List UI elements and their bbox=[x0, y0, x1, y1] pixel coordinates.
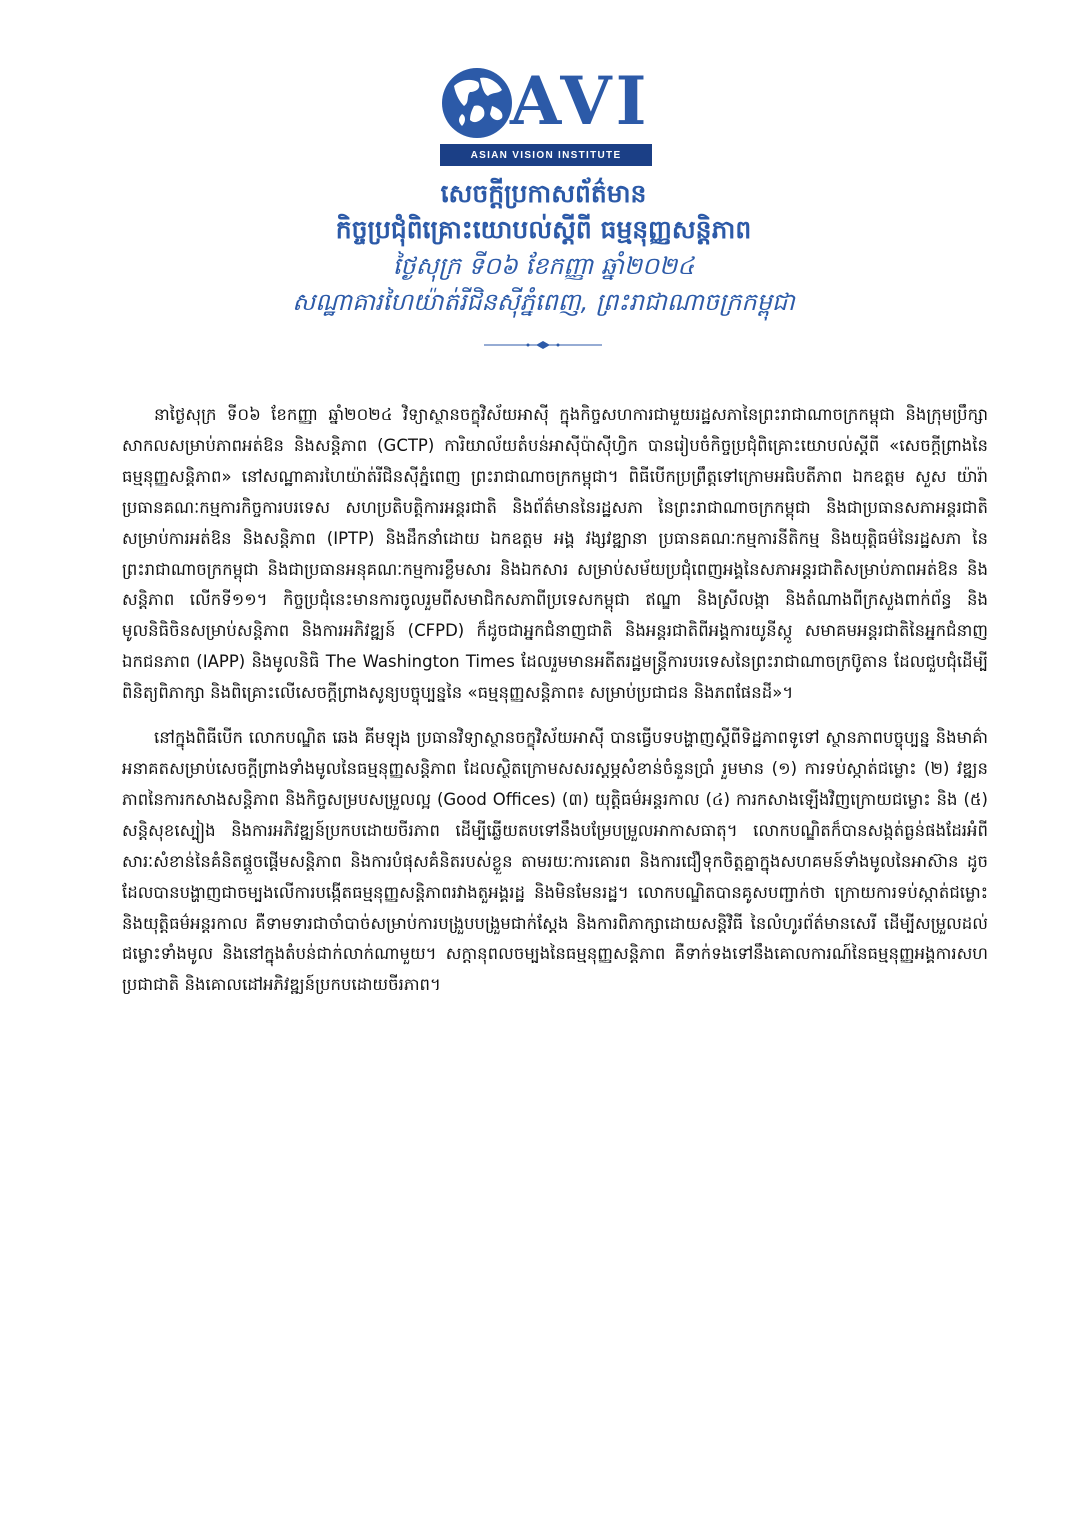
paragraph: នៅក្នុងពិធីបើក លោកបណ្ឌិត ឆេង គីមឡុង ប្រធានវិទ្យាស្ថានចក្ខុវិស័យអាស៊ី បានធ្វើបទបង្ហាញស្តីពីទិដ្ឋភាពទូទៅ ស្ថានភាពបច្ចុប្បន្ន និងមាគ៌ាអនាគតសម្រាប់សេចក្តីព្រាងទាំងមូលនៃធម្មនុញ្ញសន្តិភាព ដែលស្ថិតក្រោមសសរស្តម្ភសំខាន់ចំនួនប្រាំ រួមមាន (១) ការទប់ស្កាត់ជម្លោះ (២) វឌ្ឍនភាពនៃការកសាងសន្តិភាព និងកិច្ចសម្របសម្រួលល្អ (Good Offices) (៣) យុត្តិធម៌អន្តរកាល (៤) ការកសាងឡើងវិញក្រោយជម្លោះ និង (៥) សន្តិសុខស្បៀង និងការអភិវឌ្ឍន៍ប្រកបដោយចីរភាព ដើម្បីឆ្លើយតបទៅនឹងបម្រែបម្រួលអាកាសធាតុ។ លោកបណ្ឌិតក៏បានសង្កត់ធ្ងន់ផងដែរអំពីសារៈសំខាន់នៃគំនិតផ្តួចផ្តើមសន្តិភាព និងការបំផុសគំនិតរបស់ខ្លួន តាមរយៈការគោរព និងការជឿទុកចិត្តគ្នាក្នុងសហគមន៍ទាំងមូលនៃអាស៊ាន ដូចដែលបានបង្ហាញជាចម្បងលើការបង្កើតធម្មនុញ្ញសន្តិភាពរវាងតួអង្គរដ្ឋ និងមិនមែនរដ្ឋ។ លោកបណ្ឌិតបានគូសបញ្ជាក់ថា ក្រោយការទប់ស្កាត់ជម្លោះ និងយុត្តិធម៌អន្តរកាល គឺទាមទារជាចាំបាច់សម្រាប់ការបង្រួបបង្រួមជាក់ស្តែង និងការពិភាក្សាដោយសន្តិវិធី នៃលំហូរព័ត៌មានសេរី ដើម្បីសម្រួលដល់ជម្លោះទាំងមូល និងនៅក្នុងតំបន់ជាក់លាក់ណាមួយ។ សក្តានុពលចម្បងនៃធម្មនុញ្ញសន្តិភាព គឺទាក់ទងទៅនឹងគោលការណ៍នៃធម្មនុញ្ញអង្គការសហប្រជាជាតិ និងគោលដៅអភិវឌ្ឍន៍ប្រកបដោយចីរភាព។ bbox=[122, 728, 988, 995]
avi-logo bbox=[440, 62, 652, 166]
page-title: សេចក្តីប្រកាសព័ត៌មាន bbox=[440, 179, 647, 208]
event-title: កិច្ចប្រជុំពិគ្រោះយោបល់ស្តីពី ធម្មនុញ្ញសន្តិភាព bbox=[335, 215, 752, 244]
logo-mark bbox=[440, 62, 652, 144]
globe-icon bbox=[440, 66, 514, 140]
paragraph: នាថ្ងៃសុក្រ ទី០៦ ខែកញ្ញា ឆ្នាំ២០២៤ វិទ្យាស្ថានចក្ខុវិស័យអាស៊ី ក្នុងកិច្ចសហការជាមួយរដ្ឋសភានៃព្រះរាជាណាចក្រកម្ពុជា និងក្រុមប្រឹក្សាសាកលសម្រាប់ភាពអត់ឱន និងសន្តិភាព (GCTP) ការិយាល័យតំបន់អាស៊ីប៉ាស៊ីហ្វិក បានរៀបចំកិច្ចប្រជុំពិគ្រោះយោបល់ស្តីពី «សេចក្តីព្រាងនៃធម្មនុញ្ញសន្តិភាព» នៅសណ្ឋាគារហៃយ៉ាត់រីជិនស៊ីភ្នំពេញ ព្រះរាជាណាចក្រកម្ពុជា។ ពិធីបើកប្រព្រឹត្តទៅក្រោមអធិបតីភាព ឯកឧត្តម សួស យ៉ារ៉ា ប្រធានគណៈកម្មការកិច្ចការបរទេស សហប្រតិបត្តិការអន្តរជាតិ និងព័ត៌មាននៃរដ្ឋសភា នៃព្រះរាជាណាចក្រកម្ពុជា និងជាប្រធានសភាអន្តរជាតិសម្រាប់ការអត់ឱន និងសន្តិភាព (IPTP) និងដឹកនាំដោយ ឯកឧត្តម អង្គ វង្សវឌ្ឍានា ប្រធានគណៈកម្មការនីតិកម្ម និងយុត្តិធម៌នៃរដ្ឋសភា នៃព្រះរាជាណាចក្រកម្ពុជា និងជាប្រធានអនុគណៈកម្មការខ្លឹមសារ និងឯកសារ សម្រាប់សម័យប្រជុំពេញអង្គនៃសភាអន្តរជាតិសម្រាប់ភាពអត់ឱន និងសន្តិភាព លើកទី១១។ កិច្ចប្រជុំនេះមានការចូលរួមពីសមាជិកសភាពីប្រទេសកម្ពុជា ឥណ្ឌា និងស្រីលង្កា និងតំណាងពីក្រសួងពាក់ព័ន្ធ និងមូលនិធិចិនសម្រាប់សន្តិភាព និងការអភិវឌ្ឍន៍ (CFPD) ក៏ដូចជាអ្នកជំនាញជាតិ និងអន្តរជាតិពីអង្គការយូនីស្កូ សមាគមអន្តរជាតិនៃអ្នកជំនាញឯកជនភាព (IAPP) និងមូលនិធិ The Washington Times ដែលរួមមានអតីតរដ្ឋមន្ត្រីការបរទេសនៃព្រះរាជាណាចក្រប៊ូតាន ដែលជួបជុំដើម្បីពិនិត្យពិភាក្សា និងពិគ្រោះលើសេចក្តីព្រាងសូន្យបច្ចុប្បន្ននៃ «ធម្មនុញ្ញសន្តិភាព៖ សម្រាប់ប្រជាជន និងភពផែនដី»។ bbox=[122, 405, 988, 703]
event-date: ថ្ងៃសុក្រ ទី០៦ ខែកញ្ញា ឆ្នាំ២០២៤ bbox=[392, 252, 695, 280]
body-text bbox=[122, 400, 988, 1015]
event-venue: សណ្ឋាគារហៃយ៉ាត់រីជិនស៊ីភ្នំពេញ, ព្រះរាជាណាចក្រកម្ពុជា bbox=[292, 288, 795, 316]
logo-wordmark: AVI bbox=[510, 62, 651, 140]
ornament-divider bbox=[484, 340, 602, 350]
document-header bbox=[0, 176, 1087, 320]
logo-tagline: ASIAN VISION INSTITUTE bbox=[440, 144, 652, 166]
